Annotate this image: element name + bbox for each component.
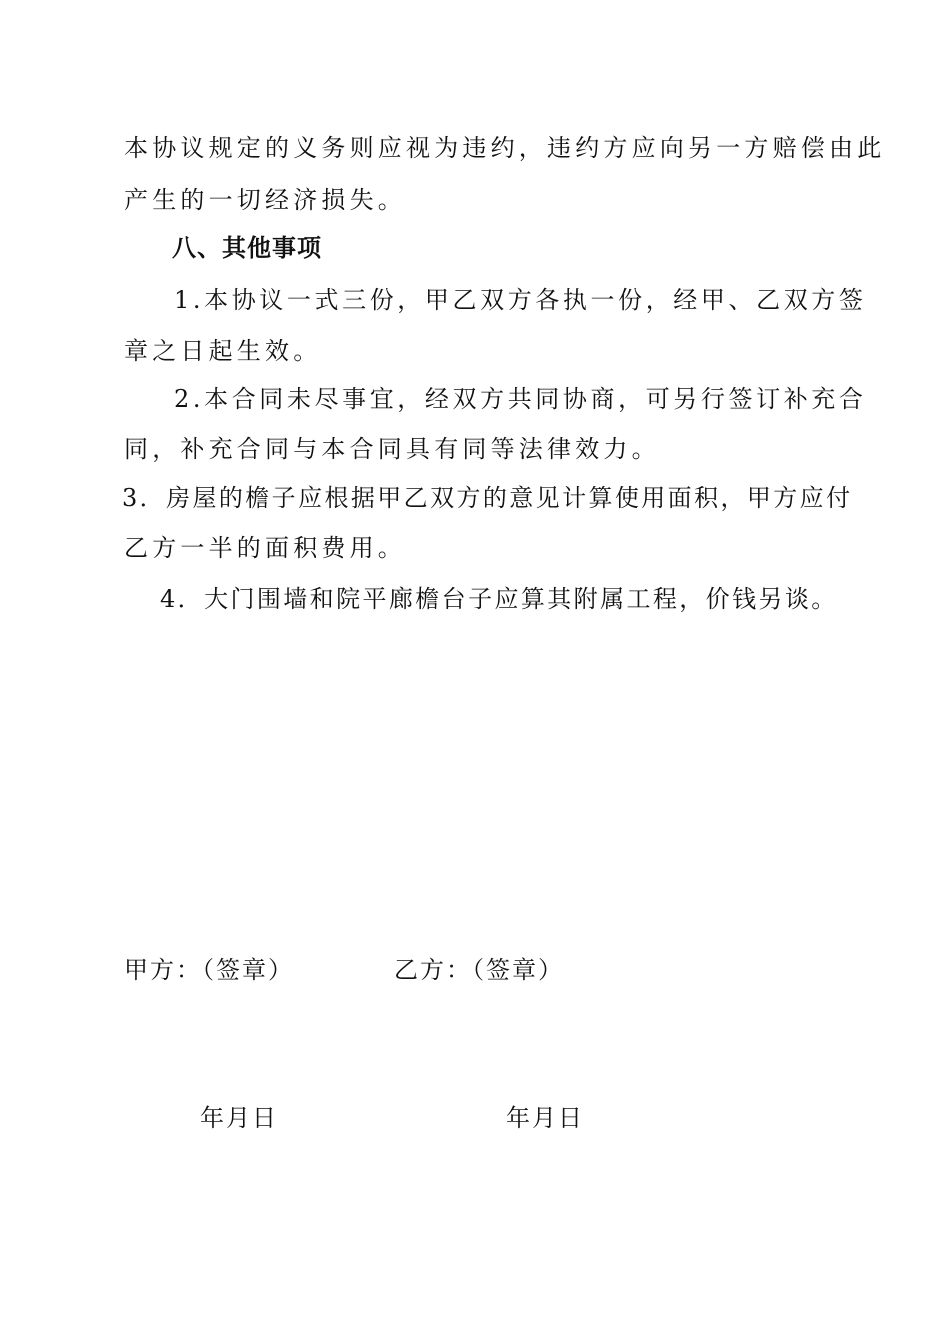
clause-1-line-1: 1.本协议一式三份，甲乙双方各执一份，经甲、乙双方签 (174, 286, 867, 314)
party-a-signature-label: 甲方：（签章） (124, 956, 294, 984)
paragraph-line-1: 本协议规定的义务则应视为违约，违约方应向另一方赔偿由此 (124, 134, 886, 162)
clause-3-line-1: 3．房屋的檐子应根据甲乙双方的意见计算使用面积，甲方应付 (122, 484, 853, 512)
party-b-date-label: 年月日 (506, 1104, 584, 1132)
clause-1-line-2: 章之日起生效。 (124, 337, 322, 365)
clause-2-line-1: 2.本合同未尽事宜，经双方共同协商，可另行签订补充合 (174, 385, 867, 413)
paragraph-line-2: 产生的一切经济损失。 (124, 186, 406, 214)
section-heading: 八、其他事项 (172, 234, 322, 262)
party-b-signature-label: 乙方：（签章） (394, 956, 564, 984)
party-a-date-label: 年月日 (200, 1104, 278, 1132)
clause-3-line-2: 乙方一半的面积费用。 (124, 534, 406, 562)
clause-2-line-2: 同，补充合同与本合同具有同等法律效力。 (124, 435, 660, 463)
clause-4-line-1: 4．大门围墙和院平廊檐台子应算其附属工程，价钱另谈。 (160, 585, 838, 613)
